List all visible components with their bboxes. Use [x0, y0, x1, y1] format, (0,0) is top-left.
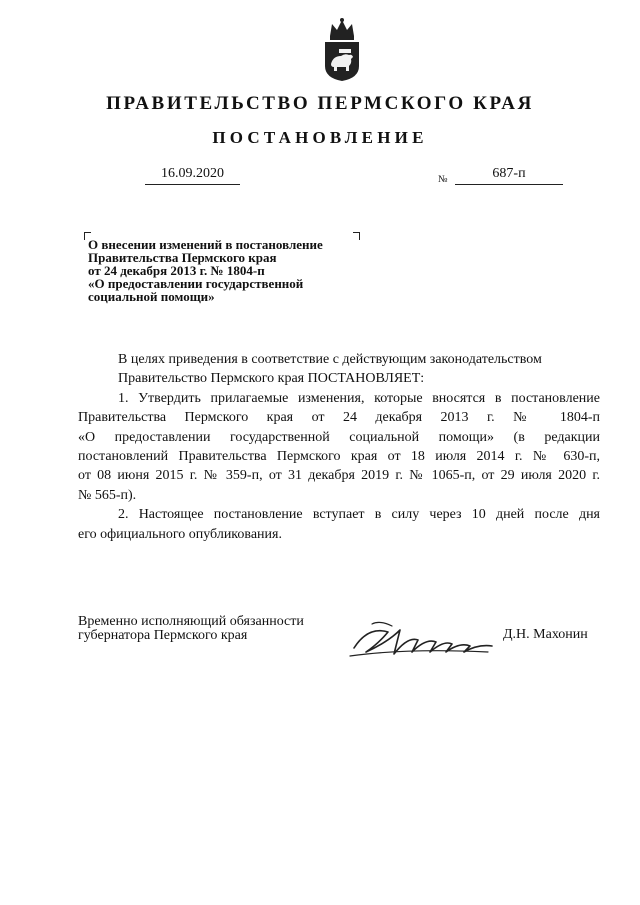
subject-line: от 24 декабря 2013 г. № 1804-п	[88, 263, 265, 278]
body-line: от 08 июня 2015 г. № 359-п, от 31 декабря 2019 г. № 1065-п, от 29 июля 2020 г.	[78, 468, 600, 484]
signer-name: Д.Н. Махонин	[503, 627, 588, 642]
document-body	[78, 350, 600, 544]
subject-line: О внесении изменений в постановление	[88, 237, 323, 252]
body-line: «О предоставлении государственной социальной помощи» (в редакции	[78, 429, 600, 445]
document-subject	[88, 238, 378, 303]
document-number: 687-п	[455, 166, 563, 185]
document-type: ПОСТАНОВЛЕНИЕ	[212, 128, 428, 147]
body-line: 2. Настоящее постановление вступает в силу через 10 дней после дня	[118, 507, 600, 523]
body-line: Правительство Пермского края ПОСТАНОВЛЯЕТ:	[118, 371, 425, 387]
organization-title: ПРАВИТЕЛЬСТВО ПЕРМСКОГО КРАЯ	[106, 93, 534, 114]
subject-line: Правительства Пермского края	[88, 250, 277, 265]
body-line: 1. Утвердить прилагаемые изменения, которые вносятся в постановление	[118, 390, 600, 406]
body-line: № 565-п).	[78, 487, 137, 503]
document-date: 16.09.2020	[145, 166, 240, 185]
position-line: губернатора Пермского края	[78, 628, 248, 643]
subject-line: «О предоставлении государственной	[88, 276, 304, 291]
body-line: В целях приведения в соответствие с действующим законодательством	[118, 352, 542, 367]
position-line: Временно исполняющий обязанности	[78, 614, 304, 629]
signatory-position	[78, 615, 304, 643]
body-line: его официального опубликования.	[78, 526, 282, 542]
body-line: постановлений Правительства Пермского края от 18 июля 2014 г. № 630-п,	[78, 449, 600, 465]
body-line: Правительства Пермского края от 24 декабря 2013 г. № 1804-п	[78, 410, 600, 426]
handwritten-signature	[348, 618, 498, 662]
number-sign: №	[438, 174, 448, 185]
subject-line: социальной помощи»	[88, 289, 215, 304]
perm-krai-coat-of-arms-icon	[322, 16, 362, 82]
